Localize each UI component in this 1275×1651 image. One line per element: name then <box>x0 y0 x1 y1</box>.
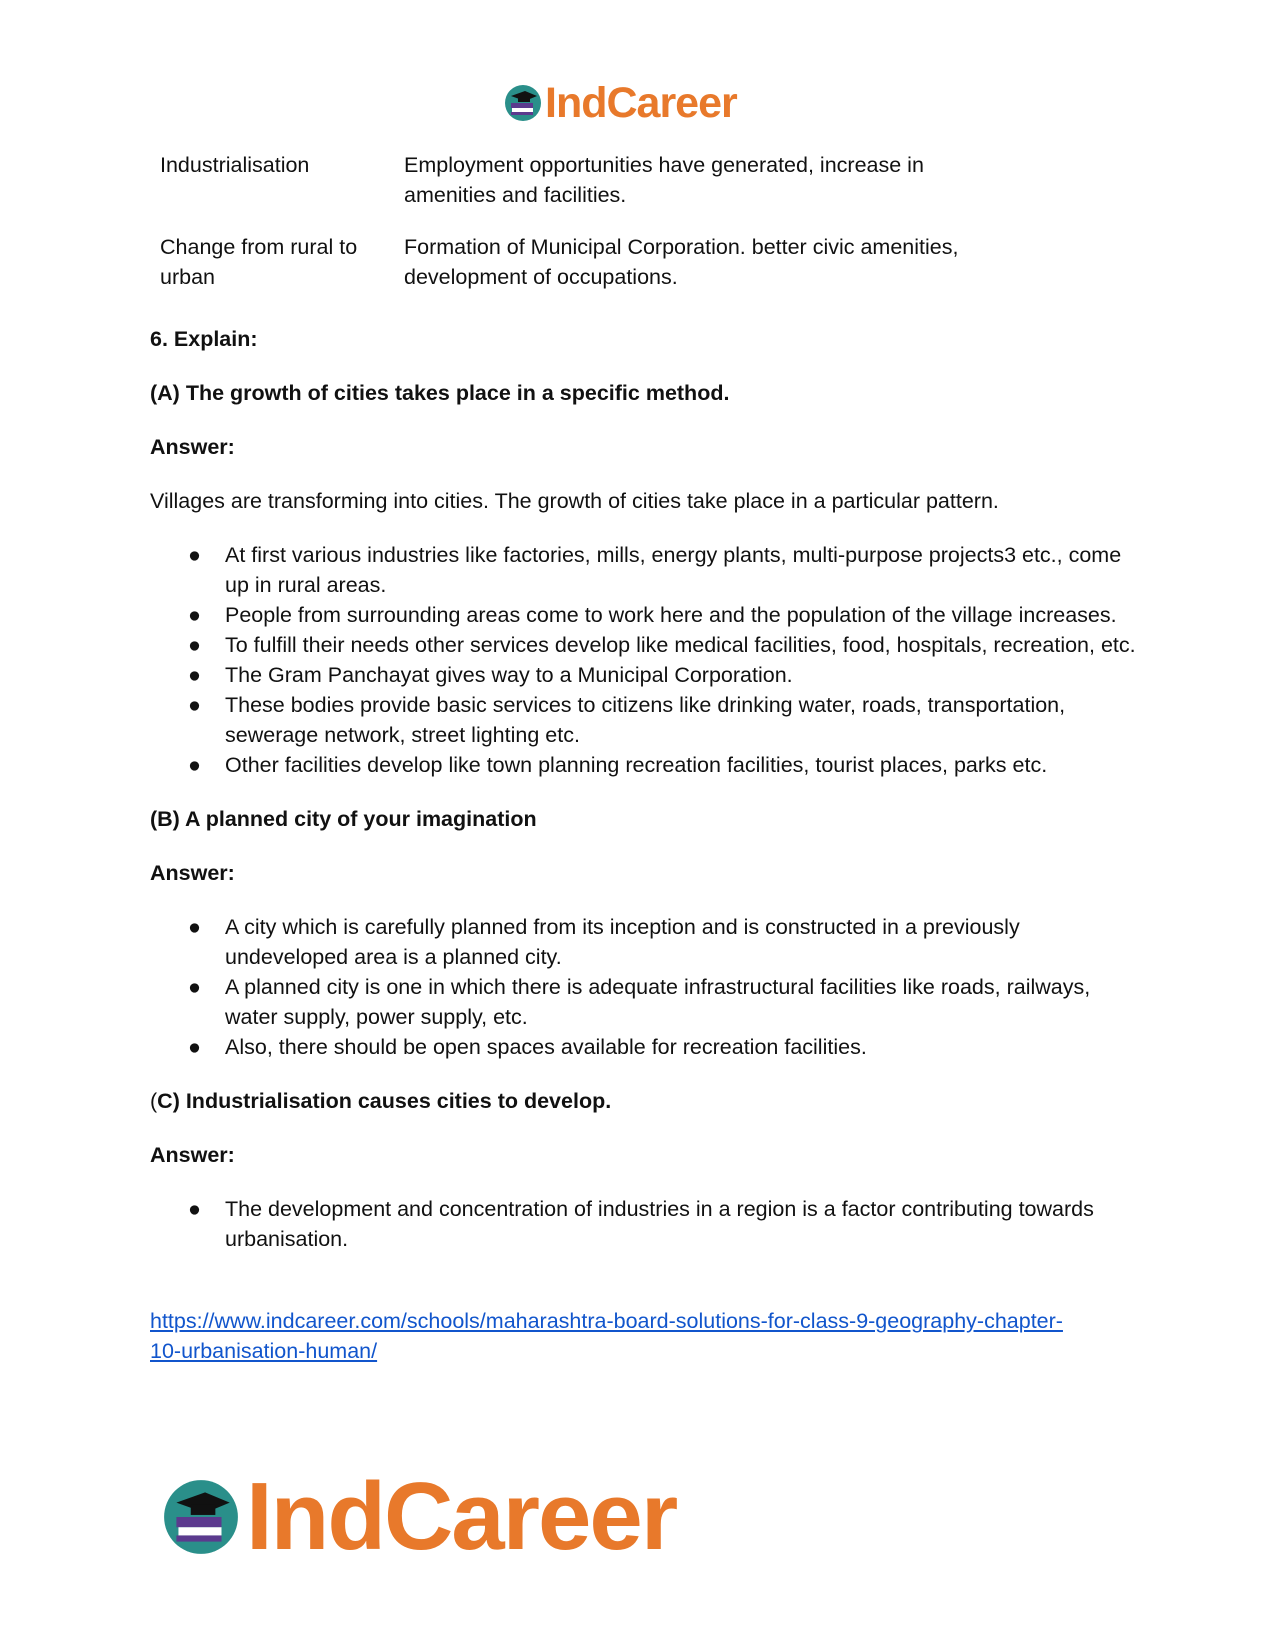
bullet-icon: ● <box>188 693 201 717</box>
bullet-icon: ● <box>188 753 201 777</box>
bullet-icon: ● <box>188 603 201 627</box>
bullet-icon: ● <box>188 1035 201 1059</box>
cause-effect-table <box>150 150 964 314</box>
list-item: ● At first various industries like factories, mills, energy plants, multi-purpose projects3 etc., come up in rural areas. <box>150 540 1140 600</box>
list-item: ● A planned city is one in which there is adequate infrastructural facilities like roads, railways, water supply, power supply, etc. <box>150 972 1140 1032</box>
table-cell-effect: Formation of Municipal Corporation. better civic amenities, development of occupations. <box>404 235 959 289</box>
list-item: ● To fulfill their needs other services develop like medical facilities, food, hospitals, recreation, etc. <box>150 630 1140 660</box>
answer-a-list <box>150 540 1140 780</box>
logo-wordmark: IndCareer <box>545 78 737 127</box>
answer-intro: Villages are transforming into cities. The growth of cities take place in a particular pattern. <box>150 489 999 513</box>
header-logo <box>503 80 737 126</box>
question-c-heading: (C) Industrialisation causes cities to develop. <box>150 1089 612 1113</box>
list-item: ● The development and concentration of industries in a region is a factor contributing towards urbanisation. <box>150 1194 1140 1254</box>
graduation-book-icon <box>503 83 543 123</box>
logo-wordmark: IndCareer <box>246 1463 677 1570</box>
table-cell-cause: Industrialisation <box>160 153 310 177</box>
question-b-heading: (B) A planned city of your imagination <box>150 807 537 831</box>
list-item: ● People from surrounding areas come to work here and the population of the village increases. <box>150 600 1140 630</box>
list-item: ● The Gram Panchayat gives way to a Municipal Corporation. <box>150 660 1140 690</box>
table-cell-cause: Change from rural to urban <box>160 235 358 289</box>
bullet-icon: ● <box>188 543 201 567</box>
bullet-icon: ● <box>188 1197 201 1221</box>
graduation-book-icon <box>160 1476 242 1558</box>
bullet-icon: ● <box>188 633 201 657</box>
answer-label: Answer: <box>150 1143 235 1167</box>
list-item: ● Other facilities develop like town planning recreation facilities, tourist places, parks etc. <box>150 750 1140 780</box>
question-6-heading: 6. Explain: <box>150 327 258 351</box>
answer-label: Answer: <box>150 861 235 885</box>
bullet-icon: ● <box>188 915 201 939</box>
list-item: ● Also, there should be open spaces available for recreation facilities. <box>150 1032 1140 1062</box>
question-a-heading: (A) The growth of cities takes place in a specific method. <box>150 381 730 405</box>
list-item: ● These bodies provide basic services to citizens like drinking water, roads, transportation, sewerage network, street lighting etc. <box>150 690 1140 750</box>
main-content <box>150 150 1140 1366</box>
source-link[interactable]: https://www.indcareer.com/schools/maharashtra-board-solutions-for-class-9-geography-chapter- 10-urbanisation-human/ <box>150 1309 1063 1363</box>
list-item: ● A city which is carefully planned from its inception and is constructed in a previously undeveloped area is a planned city. <box>150 912 1140 972</box>
table-row <box>150 150 964 232</box>
answer-c-list <box>150 1194 1140 1254</box>
answer-b-list <box>150 912 1140 1062</box>
bullet-icon: ● <box>188 663 201 687</box>
bullet-icon: ● <box>188 975 201 999</box>
table-cell-effect: Employment opportunities have generated, increase in amenities and facilities. <box>404 153 924 207</box>
table-row <box>150 232 964 314</box>
answer-label: Answer: <box>150 435 235 459</box>
footer-logo <box>160 1463 677 1570</box>
